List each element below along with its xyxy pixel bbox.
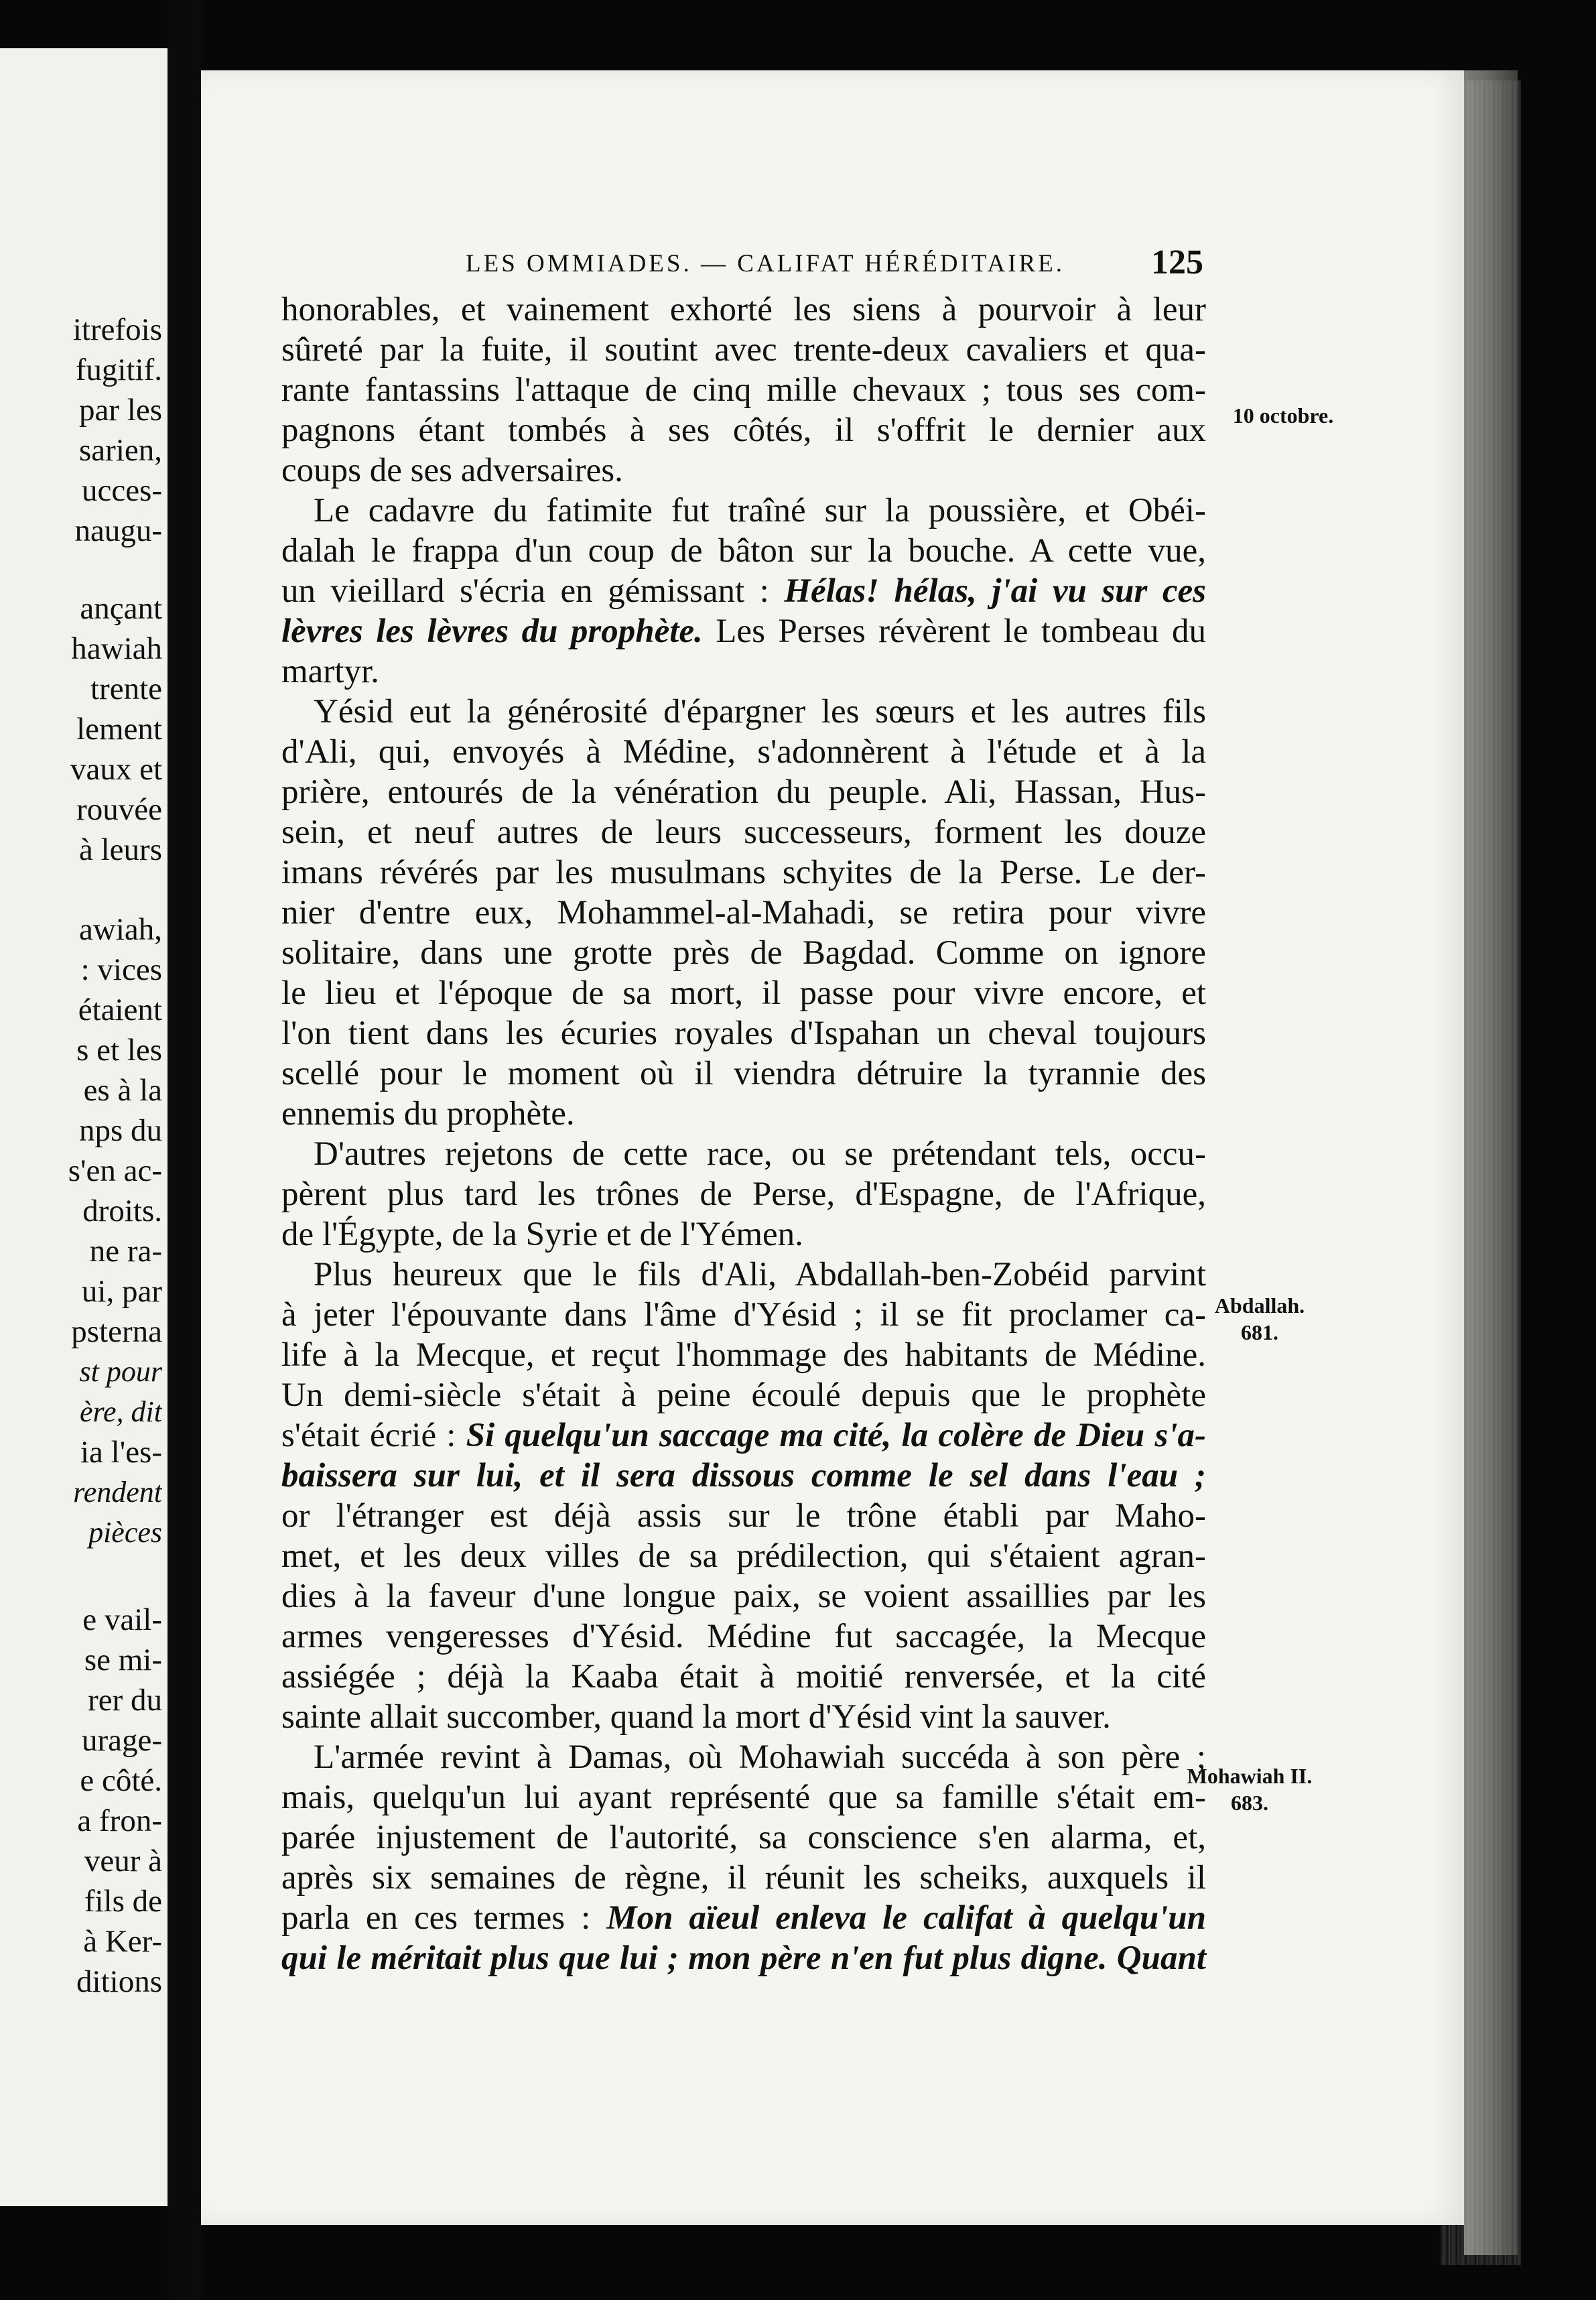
text-line: de l'Égypte, de la Syrie et de l'Yémen. (281, 1216, 803, 1253)
prev-line: pièces (88, 1516, 162, 1549)
text-line: prière, entourés de la vénération du peuple. Ali, Hassan, Hus- (281, 773, 1206, 811)
margin-note-name: Abdallah. (1214, 1293, 1305, 1318)
text-line: l'on tient dans les écuries royales d'Ispahan un cheval toujours (281, 1015, 1206, 1052)
prev-line: à leurs (79, 832, 162, 867)
text-line: martyr. (281, 653, 379, 690)
text-line (281, 611, 1206, 651)
prev-line: rouvée (76, 792, 162, 827)
prev-line: naugu- (74, 513, 162, 548)
text-line: life à la Mecque, et reçut l'hommage des habitants de Médine. (281, 1336, 1206, 1374)
text-line: sûreté par la fuite, il soutint avec trente-deux cavaliers et qua- (281, 331, 1206, 369)
quotation: qui le méritait plus que lui ; mon père n'en fut plus digne. Quant (281, 1939, 1206, 1977)
text-line: après six semaines de règne, il réunit les scheiks, auxquels il (281, 1859, 1206, 1897)
text-line: sein, et neuf autres de leurs successeurs, forment les douze (281, 814, 1206, 851)
prev-line: e côté. (80, 1763, 162, 1798)
running-head: LES OMMIADES. — CALIFAT HÉRÉDITAIRE. (466, 250, 1065, 277)
text-line: armes vengeresses d'Yésid. Médine fut saccagée, la Mecque (281, 1618, 1206, 1655)
prev-line: sarien, (79, 433, 162, 468)
quotation: Mon aïeul enleva le califat à quelqu'un (606, 1899, 1207, 1937)
text-line: solitaire, dans une grotte près de Bagdad. Comme on ignore (281, 934, 1206, 972)
prev-line: awiah, (79, 912, 162, 947)
text-span: parla en ces termes : (281, 1899, 607, 1937)
text-line: d'Ali, qui, envoyés à Médine, s'adonnèrent à l'étude et à la (281, 733, 1206, 771)
prev-line: nps du (78, 1113, 162, 1148)
text-span: s'était écrié : (281, 1417, 466, 1454)
text-line: honorables, et vainement exhorté les siens à pourvoir à leur (281, 291, 1206, 328)
text-line: Yésid eut la générosité d'épargner les sœurs et les autres fils (314, 693, 1206, 730)
prev-line: st pour (79, 1355, 162, 1388)
book-gutter (168, 0, 201, 2300)
text-line: rante fantassins l'attaque de cinq mille chevaux ; tous ses com- (281, 371, 1206, 409)
text-line: à jeter l'épouvante dans l'âme d'Yésid ; il se fit proclamer ca- (281, 1296, 1206, 1334)
margin-note-year: 681. (1241, 1320, 1278, 1344)
prev-line: urage- (81, 1723, 162, 1758)
page-number: 125 (1151, 243, 1203, 281)
prev-line: ucces- (81, 473, 162, 508)
text-line: mais, quelqu'un lui ayant représenté que sa famille s'était em- (281, 1779, 1206, 1816)
prev-line: droits. (82, 1194, 162, 1228)
prev-line: à Ker- (83, 1924, 162, 1959)
text-line: ennemis du prophète. (281, 1095, 575, 1133)
text-line: L'armée revint à Damas, où Mohawiah succéda à son père ; (314, 1738, 1206, 1776)
previous-page-fragment (0, 48, 168, 2206)
prev-line: ditions (76, 1964, 162, 1999)
text-line: dies à la faveur d'une longue paix, se voient assaillies par les (281, 1578, 1206, 1615)
prev-line: fugitif. (75, 353, 162, 387)
prev-line: : vices (80, 952, 162, 987)
prev-line: ui, par (81, 1274, 162, 1309)
quotation: baissera sur lui, et il sera dissous comme le sel dans l'eau ; (281, 1457, 1206, 1494)
prev-line: ère, dit (80, 1395, 162, 1428)
prev-line: psterna (71, 1314, 162, 1349)
quotation: Hélas! hélas, j'ai vu sur ces (784, 572, 1207, 610)
margin-note-abdallah (1209, 1292, 1310, 1346)
text-line: imans révérés par les musulmans schyites de la Perse. Le der- (281, 854, 1206, 891)
text-line: pagnons étant tombés à ses côtés, il s'offrit le dernier aux (281, 411, 1206, 449)
prev-line: a fron- (77, 1803, 162, 1838)
text-span: Les Perses révèrent le tombeau du (702, 613, 1206, 650)
prev-line: se mi- (84, 1643, 162, 1677)
prev-line: par les (79, 393, 162, 428)
page-curl-shadow (1464, 70, 1518, 2255)
prev-line: rendent (73, 1476, 162, 1509)
prev-line: ia l'es- (80, 1435, 162, 1470)
margin-note-name: Mohawiah II. (1187, 1764, 1313, 1788)
margin-note-date: 10 octobre. (1232, 403, 1334, 428)
text-line: nier d'entre eux, Mohammel-al-Mahadi, se retira pour vivre (281, 894, 1206, 932)
quotation: lèvres les lèvres du prophète. (281, 613, 703, 650)
text-line: assiégée ; déjà la Kaaba était à moitié renversée, et la cité (281, 1658, 1206, 1696)
prev-line: vaux et (70, 752, 162, 787)
text-line (281, 1415, 1206, 1456)
text-line: dalah le frappa d'un coup de bâton sur la bouche. A cette vue, (281, 532, 1206, 570)
text-line: Un demi-siècle s'était à peine écoulé depuis que le prophète (281, 1377, 1206, 1414)
prev-line: veur à (84, 1844, 162, 1878)
prev-line: itrefois (72, 312, 162, 347)
text-line: Plus heureux que le fils d'Ali, Abdallah-ben-Zobéid parvint (314, 1256, 1206, 1293)
text-line: met, et les deux villes de sa prédilection, qui s'étaient agran- (281, 1537, 1206, 1575)
margin-note-mohawiah (1183, 1763, 1317, 1816)
prev-line: trente (90, 672, 162, 706)
text-line: le lieu et l'époque de sa mort, il passe pour vivre encore, et (281, 974, 1206, 1012)
prev-line: hawiah (71, 631, 162, 666)
prev-line: es à la (83, 1073, 162, 1108)
prev-line: étaient (78, 993, 162, 1027)
text-line: sainte allait succomber, quand la mort d'Yésid vint la sauver. (281, 1698, 1111, 1736)
prev-line: s'en ac- (68, 1153, 162, 1188)
text-line (281, 1898, 1206, 1938)
prev-line: lement (76, 712, 162, 747)
text-line: D'autres rejetons de cette race, ou se prétendant tels, occu- (314, 1135, 1206, 1173)
prev-line: fils de (84, 1884, 162, 1919)
prev-line: ne ra- (89, 1234, 162, 1269)
margin-note-year: 683. (1231, 1791, 1268, 1815)
text-line (281, 1456, 1206, 1496)
text-line: scellé pour le moment où il viendra détruire la tyrannie des (281, 1055, 1206, 1092)
text-span: un vieillard s'écria en gémissant : (281, 572, 785, 610)
text-line (281, 571, 1206, 611)
text-line: parée injustement de l'autorité, sa conscience s'en alarma, et, (281, 1819, 1206, 1856)
text-line: pèrent plus tard les trônes de Perse, d'Espagne, de l'Afrique, (281, 1175, 1206, 1213)
text-line: coups de ses adversaires. (281, 452, 623, 489)
prev-line: ançant (80, 591, 162, 626)
quotation: Si quelqu'un saccage ma cité, la colère de Dieu s'a- (466, 1417, 1206, 1454)
prev-line: rer du (88, 1683, 162, 1718)
text-line: Le cadavre du fatimite fut traîné sur la poussière, et Obéi- (314, 492, 1206, 529)
prev-line: e vail- (82, 1602, 162, 1637)
text-line: or l'étranger est déjà assis sur le trône établi par Maho- (281, 1497, 1206, 1535)
text-line (281, 1938, 1206, 1978)
prev-line: s et les (76, 1033, 162, 1068)
